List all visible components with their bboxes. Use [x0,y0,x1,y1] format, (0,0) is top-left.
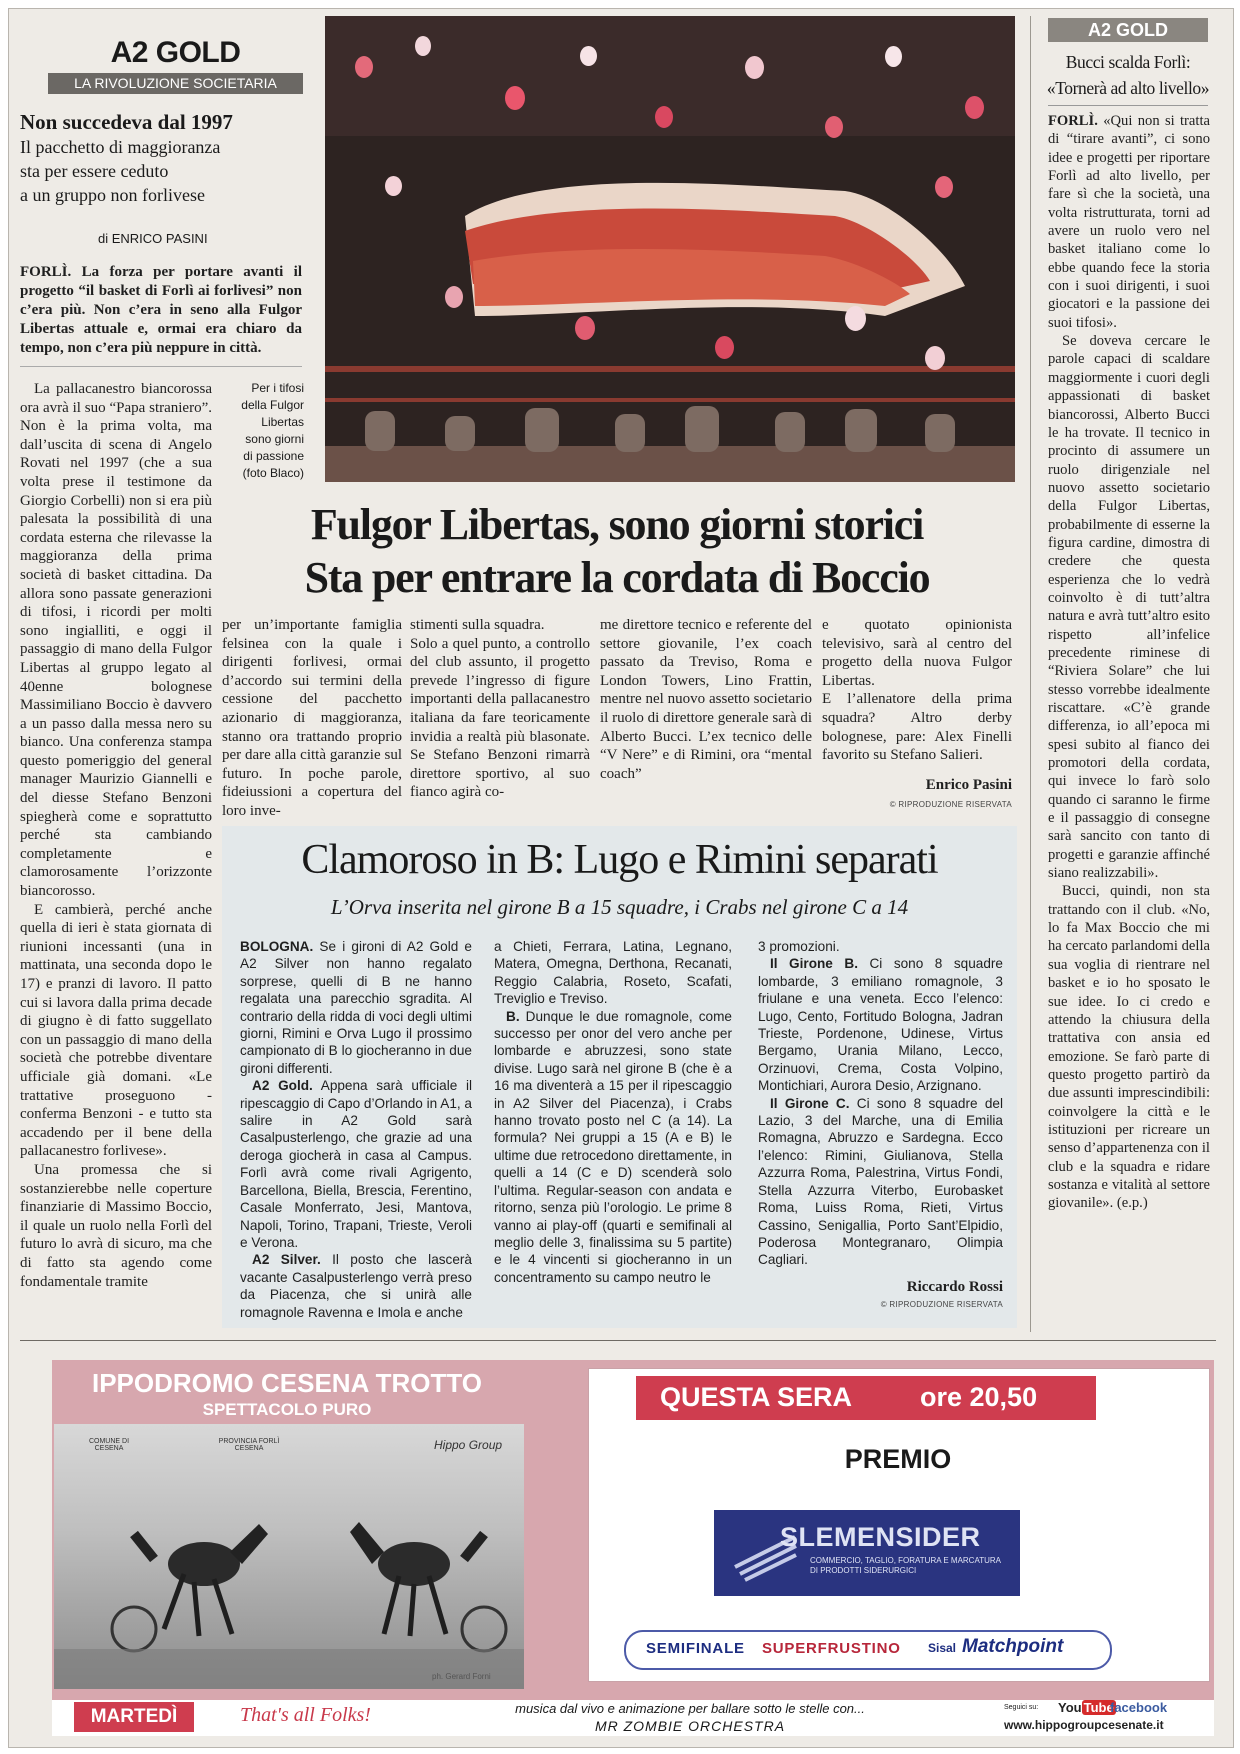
ad-logo-comune: COMUNE DI CESENA [88,1438,130,1452]
photo-caption-line: Per i tifosi [251,381,304,395]
left-lead-text: La forza per portare avanti il progetto “il basket di Forlì ai forlivesi” non c’era più. Non c’era in seno alla Fulgor Libertas attuale e, ormai era chiaro da tempo, non c’era più neppure in città. [20,264,302,356]
right-body-para: Se doveva cercare le parole capaci di scaldare maggiormente i cuori degli appassionati di basket biancorossi, Alberto Bucci le ha trovate. Il tecnico in procinto di assumere un ruolo dirigenziale nel nuovo assetto societario della Fulgor Libertas, probabilmente di esserne la figura cardine, dimostra di credere che questa esperienza che lo vedrà coinvolto è di tutt’altra natura e avrà tutt’altro esito rispetto all’infelice precedente riminese di “Riviera Solare” che lui stesso vorrebbe idealmente riscattare. «C’è grande differenza, io all’epoca mi spesi subito al fianco dei promotori della cordata, qui invece lo farò solo quando ci saranno le firme e il passaggio di consegne sarà sancito con tanto di progetti e garanzie affinché siano realizzabili». [1048,333,1210,882]
photo-caption-line: (foto Blaco) [242,466,304,480]
right-body-para: «Qui non si tratta di “tirare avanti”, ci sono idee e progetti per riportare Forlì ad alto livello, per fare sì che la società, una volta ristrutturata, torni ad avere un ruolo vero nel basket italiano come lo ebbe quando fece la storia con i suoi dirigenti, i suoi giocatori e la passione dei suoi tifosi». [1048,113,1210,331]
sponsor-tag-2: DI PRODOTTI SIDERURGICI [810,1566,917,1575]
ad-website[interactable]: www.hippogroupcesenate.it [1004,1718,1164,1732]
crowd-illustration [325,16,1015,482]
photo-caption-line: sono giorni [245,432,304,446]
youtube-you: You [1058,1700,1082,1715]
second-col3-kicker: Il Girone B. [770,956,858,972]
ad-superfrustino: SUPERFRUSTINO [762,1640,901,1657]
right-lead-place: FORLÌ. [1048,113,1098,129]
ad-matchpoint: Matchpoint [962,1636,1064,1657]
left-body-para: E cambierà, perché anche quella di ieri è stata giornata di riunioni incessanti (una in mattinata, una seconda dopo le 17) e pranzi di lavoro. Il patto cui si lavora dalla prima decade di giugno è di fatto suggellato con un passaggio di mano della società che potrebbe diventare ufficiale già domani. «Le trattative proseguono - conferma Benzoni - e tutto sta accadendo per il bene della pallacanestro forlivese». [20,901,212,1160]
main-headline-2: Sta per entrare la cordata di Boccio [304,553,930,602]
second-col1-text: Il posto che lascerà vacante Casalpusterlengo verrà preso da Piacenza, che si unirà alle romagnole Ravenna e Imola e anche [240,1252,472,1320]
left-headline: Non succedeva dal 1997 [20,110,233,134]
ad-time: ore 20,50 [920,1382,1038,1412]
second-deck: L’Orva inserita nel girone B a 15 squadre, i Crabs nel girone C a 14 [330,895,909,919]
second-col1-kicker: BOLOGNA. [240,939,314,954]
photo-caption-line: della Fulgor [241,398,304,412]
ad-semifinale: SEMIFINALE [646,1640,745,1657]
left-lead [20,263,302,358]
sponsor-tag-1: COMMERCIO, TAGLIO, FORATURA E MARCATURA [810,1556,1001,1565]
second-headline: Clamoroso in B: Lugo e Rimini separati [301,837,938,883]
left-section-label: A2 GOLD [110,36,241,69]
right-title-2: «Tornerà ad alto livello» [1046,78,1210,98]
photo-caption-line: di passione [243,449,304,463]
ad-logo-provincia: PROVINCIA FORLÌ CESENA [218,1438,280,1452]
sponsor-name: SLEMENSIDER [780,1522,981,1552]
left-deck-line: a un gruppo non forlivese [20,185,205,205]
second-col3-text: Ci sono 8 squadre del Lazio, 3 del Marche, una di Emilia Romagna, Abruzzo e Sardegna. Ecco l’elenco: Rimini, Giulianova, Stella Azzurra Roma, Palestrina, Virtus Fondi, Stella Azzurra Viterbo, Eurobasket Roma, Luiss Roma, Rieti, Virtus Cassino, Senigallia, Porto Sant’Elpidio, Poderosa Montegranaro, Olimpia Cagliari. [758,1095,1003,1268]
main-signature: Enrico Pasini [925,777,1012,793]
right-title-rule [1048,105,1208,106]
left-body-col [20,380,212,1291]
main-copyright: © RIPRODUZIONE RISERVATA [889,800,1012,809]
ad-subtitle: SPETTACOLO PURO [202,1400,372,1419]
main-col-2: stimenti sulla squadra. Solo a quel punto, a controllo del club assunto, il progetto prevede l’ingresso di figure importanti della pallacanestro italiana da fare teoricamente invidia a realtà più blasonate. Se Stefano Benzoni rimarrà direttore sportivo, al suo fianco agirà co- [410,617,590,801]
second-col-1 [240,938,472,1321]
photo-caption [222,380,304,482]
second-col1-text: Se i gironi di A2 Gold e A2 Silver non hanno regalato sorprese, quelli di B ne hanno regalata una parecchio sgradita. Al contrario della ridda di voci degli ultimi giorni, Rimini e Orva Lugo il prossimo campionato di B lo giocheranno in due gironi differenti. [240,939,472,1076]
second-col3-text: Ci sono 8 squadre lombarde, 3 emiliano romagnole, 3 friulane e una veneta. Ecco l’elenco: Lugo, Cento, Fortitudo Bologna, Jadran Trieste, Pordenone, Udinese, Virtus Bergamo, Urania Milano, Lecco, Orzinuovi, Crema, Costa Volpino, Montichiari, Aurora Desio, Arzignano. [758,956,1003,1094]
second-col2-text: Dunque le due romagnole, come successo per onor del vero anche per lombarde e abruzzesi, sono state divise. Lugo sarà nel girone B (che è a 16 ma diventerà a 15 per il ripescaggio in A2 Silver del Piacenza), i Crabs hanno trovato posto nel C (a 14). La formula? Nei gruppi a 15 (A e B) le ultime due retrocedono direttamente, in quelli a 14 (C e D) scenderà solo l’ultima. Regular-season con andata e ritorno, senza più l’orologio. Le prime 8 vanno ai play-off (quarti e semifinali al meglio delle 3, finalissima su 5 partite) e le 4 vincenti si giocheranno in un concentramento su campo neutro le [494,1008,732,1285]
ad-sisal: Sisal [928,1641,957,1655]
second-col1-text: Appena sarà ufficiale il ripescaggio di Capo d’Orlando in A1, a salire in A2 Gold sarà Casalpusterlengo, che grazie ad una deroga giocherà in casa al Campus. Forlì avrà come rivali Agrigento, Barcellona, Biella, Brescia, Ferentino, Casale Monferrato, Jesi, Mantova, Napoli, Torino, Trapani, Trieste, Veroli e Verona. [240,1078,473,1250]
left-byline: di ENRICO PASINI [98,231,208,246]
second-col2-kicker: B. [506,1008,520,1024]
ad-follow: Seguici su: [1004,1704,1039,1711]
photo-caption-line: Libertas [261,415,304,429]
main-col-3: me direttore tecnico e referente del settore giovanile, l’ex coach passato da Treviso, Roma e London Towers, Lino Frattin, mentre nel nuovo assetto societario il ruolo di direttore generale sarà di Alberto Bucci. L’ex tecnico delle “V Nere” e di Rimini, ora “mental coach” [600,617,812,782]
ad-title: IPPODROMO CESENA TROTTO [91,1368,483,1398]
right-body-para: Bucci, quindi, non sta trattando con il club. «No, lo fa Max Boccio che mi ha cercato parlandomi della sua voglia di rientrare nel basket e io ho sposato le sue idee. Io ci credo e attendo la chiusura della trattativa con ansia ed emozione. Se farò parte di questo progetto partirò da due assunti imprescindibili: coinvolgere la città e le istituzioni per ricreare un senso d’appartenenza con il club e la squadra e ridare sostanza e vitalità al settore giovanile». (e.p.) [1048,883,1210,1212]
left-lead-rule [20,366,302,367]
ad-photo-credit: ph. Gerard Forni [432,1672,491,1681]
main-col-1: per un’importante famiglia felsinea con la quale i dirigenti forlivesi, ormai d’accordo sui termini della cessione del pacchetto azionario di maggioranza, stanno ora trattando proprio per dare alla città garanzie sul futuro. In poche parole, fideiussioni a copertura del loro inve- [222,617,402,819]
article-bottom-rule [20,1340,1216,1341]
second-signature: Riccardo Rossi [906,1279,1003,1295]
second-col3-kicker: Il Girone C. [770,1095,850,1111]
right-section-label: A2 GOLD [1048,18,1208,42]
youtube-icon[interactable] [1058,1700,1116,1715]
second-col3-text: 3 promozioni. [758,939,840,954]
second-col-2 [494,938,732,1286]
left-deck-line: Il pacchetto di maggioranza [20,137,221,157]
right-body [1048,112,1210,1213]
left-body-para: La pallacanestro biancorossa ora avrà il suo “Papa straniero”. Non è la prima volta, ma dall’uscita di scena di Angelo Rovati nel 1997 (che a sua volta prese il testimone da Giorgio Corbelli) non si era più palesata la possibilità di una cordata esterna che rilevasse la maggioranza della prima società di basket cittadina. Da allora sono passate generazioni di tifosi, i ricordi per molti sono ingialliti, e oggi il passaggio di mano della Fulgor Libertas al gruppo legato al 40enne bolognese Massimiliano Boccio è davvero a un passo dalla messa nero su bianco. Una conferenza stampa questo pomeriggio del general manager Maurizio Giannelli e del diesse Stefano Benzoni spiegherà come e soprattutto perché sta cambiando completamente e clamorosamente l’orizzonte biancorosso. [20,381,212,900]
second-col2-text: a Chieti, Ferrara, Latina, Legnano, Matera, Omegna, Derthona, Recanati, Reggio Calabria, Roseto, Scafati, Treviglio e Treviso. [494,939,732,1007]
left-lead-place: FORLÌ. [20,264,72,280]
second-copyright: © RIPRODUZIONE RISERVATA [880,1300,1003,1309]
second-col1-kicker: A2 Silver. [252,1252,321,1268]
left-deck-line: sta per essere ceduto [20,161,169,181]
ad-tonight: QUESTA SERA [660,1382,853,1412]
right-title-1: Bucci scalda Forlì: [1065,52,1191,72]
main-headline-1: Fulgor Libertas, sono giorni storici [310,500,924,549]
right-column-rule [1030,16,1031,1332]
left-deck [20,135,220,207]
second-col-3 [758,938,1003,1269]
ad-band: MR ZOMBIE ORCHESTRA [594,1718,786,1734]
main-col-4: e quotato opinionista televisivo, sarà al centro del progetto della nuova Fulgor Libertas. E l’allenatore della prima squadra? Altro derby bolognese, pare: Alex Finelli favorito su Stefano Salieri. [822,617,1012,764]
left-banner: LA RIVOLUZIONE SOCIETARIA [48,73,303,94]
ad-folks: That's all Folks! [240,1704,371,1726]
youtube-tube: Tube [1083,1700,1114,1715]
ad-day: MARTEDÌ [90,1706,178,1727]
second-col1-kicker: A2 Gold. [252,1078,313,1094]
fans-photo [325,16,1015,482]
ad-logo-hippo: Hippo Group [434,1438,503,1452]
trotting-photo [54,1424,524,1689]
horses-illustration [54,1424,524,1689]
ad-premio: PREMIO [844,1444,952,1474]
left-body-para: Una promessa che si sostanzierebbe nelle coperture finanziarie di Massimo Boccio, il quale un ruolo nella Forlì del futuro lo avrà di sicuro, ma che di fatto sta agendo come fondamentale tramite [20,1161,212,1290]
ad-music: musica dal vivo e animazione per ballare sotto le stelle con... [515,1701,865,1716]
facebook-icon[interactable]: facebook [1110,1700,1168,1715]
